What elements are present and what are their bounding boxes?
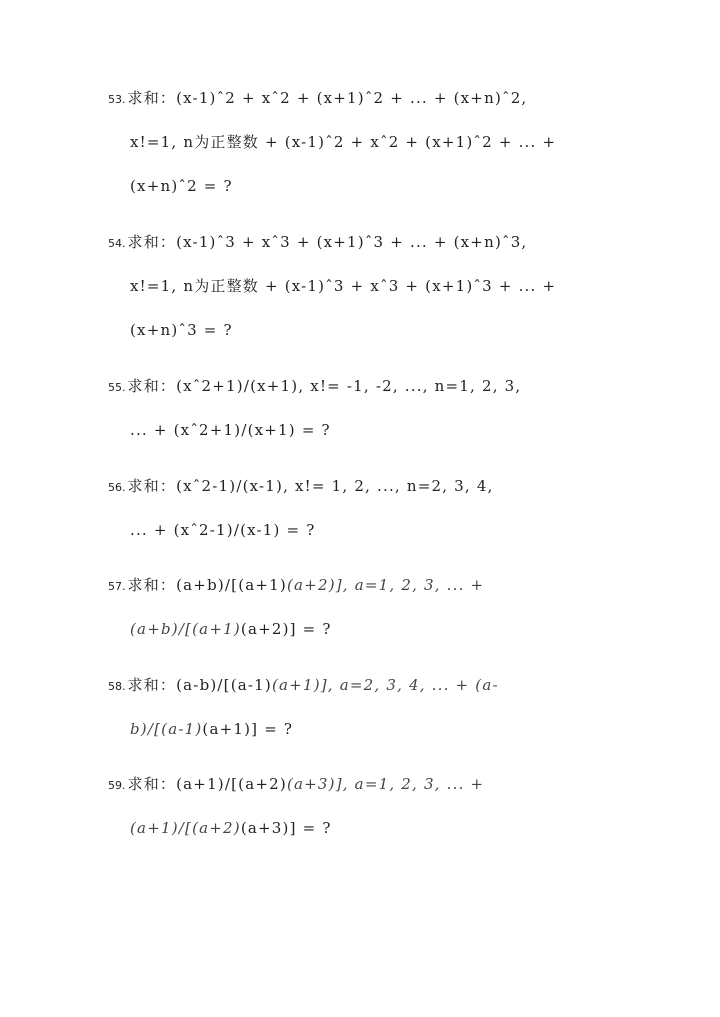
problem-text: (x+n)ˆ2 = ?	[130, 177, 233, 195]
problem-text: (a+2)] = ?	[240, 620, 332, 638]
problem-line	[108, 575, 484, 597]
problem-line	[108, 88, 527, 110]
problem-number: 58.	[108, 680, 126, 693]
problem-text: 求和：(x-1)ˆ3 + xˆ3 + (x+1)ˆ3 + ... + (x+n)ˆ3,	[127, 233, 528, 251]
problem-text: (a+1)] = ?	[202, 720, 294, 738]
problem-text-italic: (a+3)], a=1, 2, 3, ... +	[286, 775, 485, 793]
problem-line	[130, 619, 332, 639]
problem-line	[130, 320, 233, 340]
problem-text: 求和：(a+b)/[(a+1)	[127, 576, 287, 594]
problem-text: (a+3)] = ?	[240, 819, 332, 837]
problem-line	[130, 276, 556, 296]
problem-text-italic: (a+1)/[(a+2)	[130, 819, 241, 837]
problem-number: 55.	[108, 381, 126, 394]
problem-line	[130, 176, 233, 196]
problem-line	[130, 420, 331, 440]
problem-line	[108, 476, 494, 498]
problem-number: 53.	[108, 93, 126, 106]
problem-text: ... + (xˆ2-1)/(x-1) = ?	[130, 521, 316, 539]
problem-line	[108, 675, 499, 697]
problem-number: 57.	[108, 580, 126, 593]
problem-text: 求和：(x-1)ˆ2 + xˆ2 + (x+1)ˆ2 + ... + (x+n)ˆ2,	[127, 89, 528, 107]
problem-line	[130, 520, 316, 540]
problem-text-italic: (a+1)], a=2, 3, 4, ... + (a-	[271, 676, 499, 694]
problem-text: (x+n)ˆ3 = ?	[130, 321, 233, 339]
problem-text-italic: (a+b)/[(a+1)	[130, 620, 241, 638]
problem-line	[130, 719, 293, 739]
problem-line	[108, 376, 521, 398]
problem-text: 求和：(xˆ2+1)/(x+1), x!= -1, -2, ..., n=1, 2, 3,	[127, 377, 522, 395]
problem-text: 求和：(a-b)/[(a-1)	[127, 676, 272, 694]
problem-text-italic: (a+2)], a=1, 2, 3, ... +	[286, 576, 485, 594]
problem-line	[130, 818, 332, 838]
problem-number: 59.	[108, 779, 126, 792]
problem-number: 56.	[108, 481, 126, 494]
problem-line	[108, 232, 527, 254]
problem-text: 求和：(xˆ2-1)/(x-1), x!= 1, 2, ..., n=2, 3, 4,	[127, 477, 494, 495]
problem-text: 求和：(a+1)/[(a+2)	[127, 775, 287, 793]
problem-text: x!=1, n为正整数 + (x-1)ˆ2 + xˆ2 + (x+1)ˆ2 + ... +	[130, 133, 557, 151]
problem-text-italic: b)/[(a-1)	[130, 720, 203, 738]
problem-number: 54.	[108, 237, 126, 250]
problem-text: ... + (xˆ2+1)/(x+1) = ?	[130, 421, 331, 439]
problem-text: x!=1, n为正整数 + (x-1)ˆ3 + xˆ3 + (x+1)ˆ3 + ... +	[130, 277, 557, 295]
problem-line	[130, 132, 556, 152]
problem-line	[108, 774, 484, 796]
